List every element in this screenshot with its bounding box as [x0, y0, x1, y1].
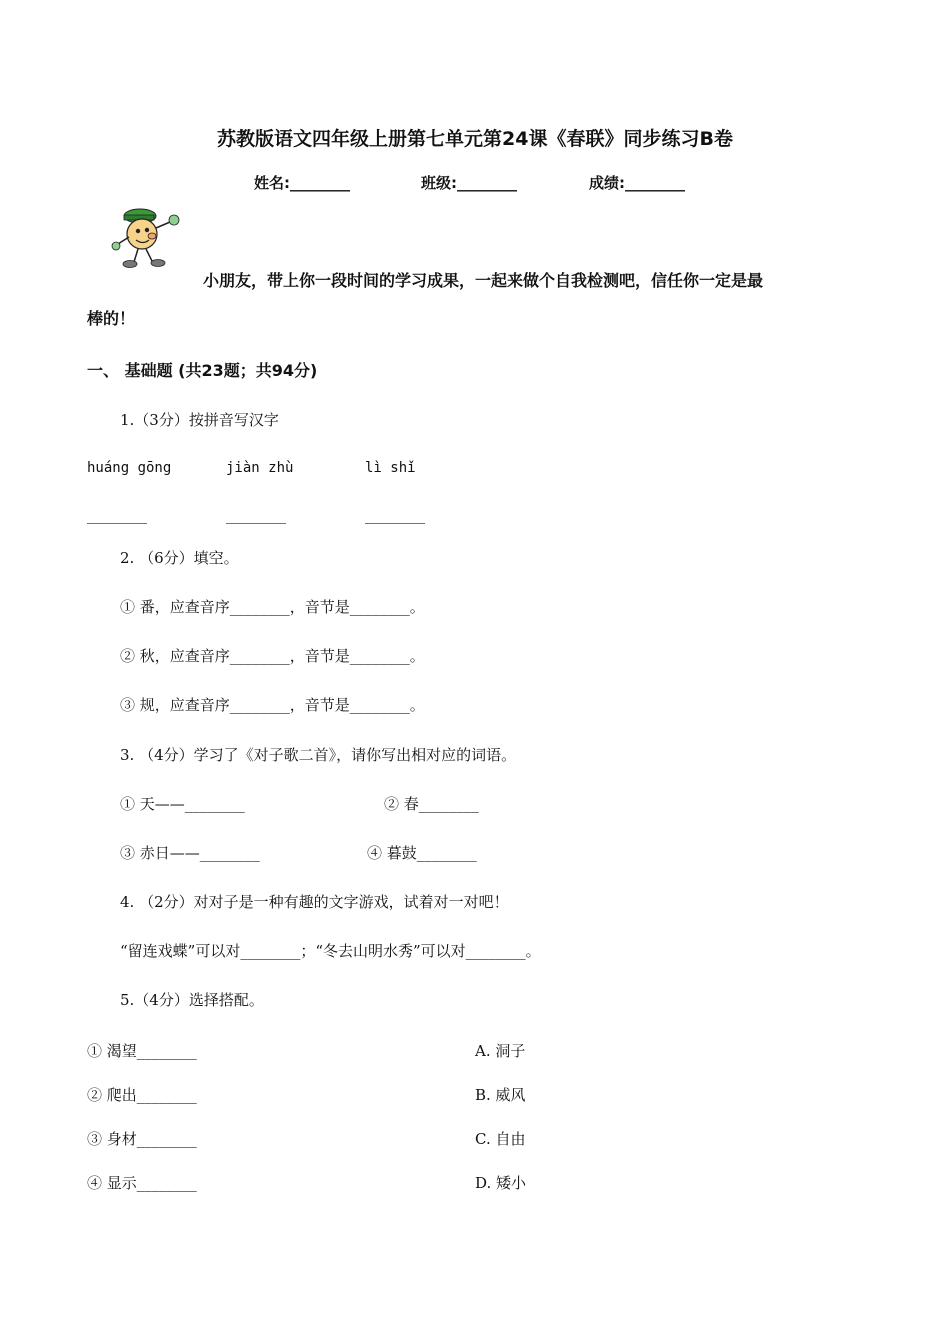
name-field: 姓名:________: [254, 174, 350, 192]
question-1-stem: 1.（3分）按拼音写汉字: [120, 411, 279, 429]
document-title: 苏教版语文四年级上册第七单元第24课《春联》同步练习B卷: [217, 128, 733, 150]
question-3-item: ② 春________: [384, 795, 479, 813]
intro-line-2: 棒的！: [87, 309, 136, 328]
score-field: 成绩:________: [589, 174, 685, 192]
match-right-option: C. 自由: [475, 1130, 526, 1148]
intro-line-1: 小朋友，带上你一段时间的学习成果，一起来做个自我检测吧，信任你一定是最: [203, 271, 764, 290]
match-left-item: ③ 身材________: [87, 1130, 197, 1148]
question-3-stem: 3. （4分）学习了《对子歌二首》，请你写出相对应的词语。: [120, 746, 517, 764]
pinyin-2: jiàn zhù: [226, 460, 294, 476]
question-3-item: ③ 赤日——________: [120, 844, 260, 862]
question-4-stem: 4. （2分）对对子是一种有趣的文字游戏，试着对一对吧！: [120, 893, 509, 911]
question-2-item: ③ 规，应查音序________，音节是________。: [120, 696, 425, 714]
question-2-item: ② 秋，应查音序________，音节是________。: [120, 647, 425, 665]
match-left-item: ② 爬出________: [87, 1086, 197, 1104]
answer-blank-1[interactable]: ________: [87, 506, 147, 524]
match-left-item: ① 渴望________: [87, 1042, 197, 1060]
cartoon-mascot-icon: [108, 206, 188, 272]
question-5-stem: 5.（4分）选择搭配。: [120, 991, 264, 1009]
question-3-item: ④ 暮鼓________: [367, 844, 477, 862]
class-field: 班级:________: [421, 174, 517, 192]
question-4-line: “留连戏蝶”可以对________；“冬去山明水秀”可以对________。: [120, 942, 541, 960]
question-2-item: ① 番，应查音序________，音节是________。: [120, 598, 425, 616]
question-2-stem: 2. （6分）填空。: [120, 549, 239, 567]
match-left-item: ④ 显示________: [87, 1174, 197, 1192]
question-3-item: ① 天——________: [120, 795, 245, 813]
match-right-option: D. 矮小: [475, 1174, 527, 1192]
pinyin-1: huáng gōng: [87, 460, 172, 476]
answer-blank-3[interactable]: ________: [365, 506, 425, 524]
section-heading: 一、 基础题 (共23题；共94分): [87, 361, 318, 380]
answer-blank-2[interactable]: ________: [226, 506, 286, 524]
match-right-option: A. 洞子: [475, 1042, 526, 1060]
pinyin-3: lì shǐ: [365, 460, 416, 476]
match-right-option: B. 威风: [475, 1086, 526, 1104]
